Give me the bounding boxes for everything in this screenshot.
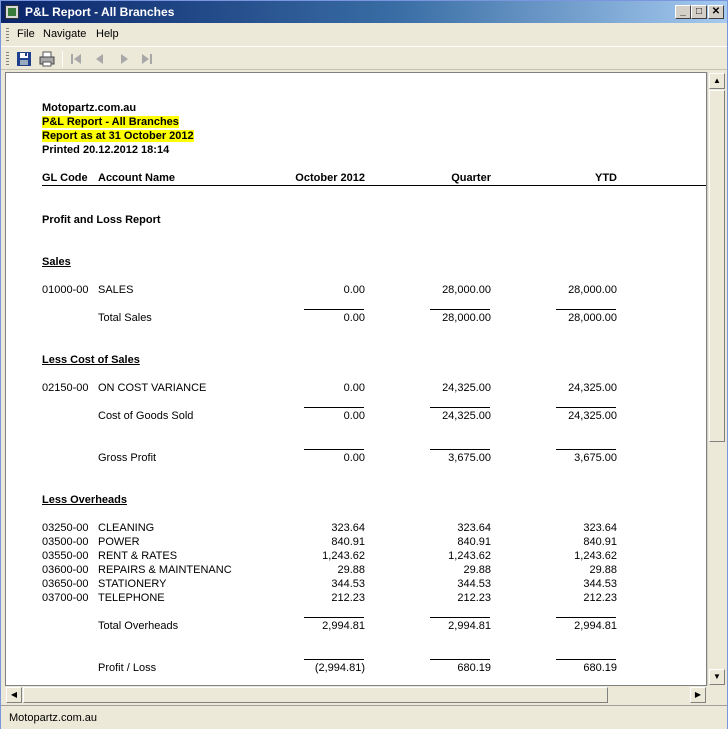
report-title: P&L Report - All Branches bbox=[42, 116, 179, 128]
ytd-value: 323.64 bbox=[583, 522, 617, 534]
scroll-right-arrow-icon[interactable]: ▶ bbox=[690, 687, 706, 703]
section-heading-overheads: Less Overheads bbox=[42, 494, 127, 506]
status-text: Motopartz.com.au bbox=[9, 712, 98, 724]
gross-profit-label: Gross Profit bbox=[98, 452, 157, 464]
gross-profit-ytd: 3,675.00 bbox=[574, 452, 617, 464]
cogs-quarter: 24,325.00 bbox=[442, 410, 491, 422]
quarter-value: 29.88 bbox=[463, 564, 491, 576]
ytd-value: 29.88 bbox=[589, 564, 617, 576]
header-gl-code: GL Code bbox=[42, 172, 88, 184]
menu-grip-icon bbox=[6, 28, 9, 41]
section-heading-cost-of-sales: Less Cost of Sales bbox=[42, 354, 140, 366]
subtotal-rule bbox=[430, 449, 490, 450]
app-icon bbox=[5, 5, 19, 19]
last-page-icon bbox=[138, 50, 156, 68]
subtotal-rule bbox=[556, 449, 616, 450]
period-value: 212.23 bbox=[331, 592, 365, 604]
account-name: CLEANING bbox=[98, 522, 155, 534]
menu-navigate[interactable]: Navigate bbox=[43, 28, 87, 40]
gl-code: 02150-00 bbox=[42, 382, 89, 394]
gross-profit-period: 0.00 bbox=[343, 452, 365, 464]
account-name: REPAIRS & MAINTENANC bbox=[98, 564, 232, 576]
ytd-value: 1,243.62 bbox=[574, 550, 617, 562]
ytd-value: 212.23 bbox=[583, 592, 617, 604]
account-name: TELEPHONE bbox=[98, 592, 165, 604]
header-ytd: YTD bbox=[595, 172, 617, 184]
ytd-value: 344.53 bbox=[583, 578, 617, 590]
report-viewer[interactable] bbox=[5, 72, 707, 686]
gl-code: 03550-00 bbox=[42, 550, 89, 562]
profit-loss-ytd: 680.19 bbox=[583, 662, 617, 674]
window-title: P&L Report - All Branches bbox=[25, 5, 175, 19]
section-heading-sales: Sales bbox=[42, 256, 71, 268]
close-button[interactable]: ✕ bbox=[708, 5, 724, 19]
next-page-button[interactable] bbox=[115, 50, 133, 68]
header-period: October 2012 bbox=[295, 172, 365, 184]
title-bar bbox=[1, 1, 727, 23]
total-sales-ytd: 28,000.00 bbox=[568, 312, 617, 324]
menu-help[interactable]: Help bbox=[96, 28, 119, 40]
cogs-label: Cost of Goods Sold bbox=[98, 410, 194, 422]
first-page-icon bbox=[67, 50, 85, 68]
subtotal-rule bbox=[430, 309, 490, 310]
account-name: SALES bbox=[98, 284, 134, 296]
scroll-down-arrow-icon[interactable]: ▼ bbox=[709, 669, 725, 685]
subtotal-rule bbox=[556, 407, 616, 408]
subtotal-rule bbox=[304, 309, 364, 310]
account-name: ON COST VARIANCE bbox=[98, 382, 207, 394]
prev-page-button[interactable] bbox=[91, 50, 109, 68]
total-overheads-ytd: 2,994.81 bbox=[574, 620, 617, 632]
scroll-left-arrow-icon[interactable]: ◀ bbox=[6, 687, 22, 703]
subtotal-rule bbox=[556, 309, 616, 310]
total-overheads-quarter: 2,994.81 bbox=[448, 620, 491, 632]
gl-code: 01000-00 bbox=[42, 284, 89, 296]
period-value: 1,243.62 bbox=[322, 550, 365, 562]
cogs-ytd: 24,325.00 bbox=[568, 410, 617, 422]
subtotal-rule bbox=[556, 617, 616, 618]
gl-code: 03600-00 bbox=[42, 564, 89, 576]
toolbar-separator bbox=[62, 51, 63, 67]
ytd-value: 840.91 bbox=[583, 536, 617, 548]
gl-code: 03700-00 bbox=[42, 592, 89, 604]
minimize-button[interactable]: _ bbox=[675, 5, 691, 19]
vertical-scrollbar[interactable] bbox=[707, 72, 725, 686]
gl-code: 03500-00 bbox=[42, 536, 89, 548]
save-icon bbox=[15, 50, 33, 68]
profit-loss-label: Profit / Loss bbox=[98, 662, 157, 674]
report-date: Report as at 31 October 2012 bbox=[42, 130, 194, 142]
header-quarter: Quarter bbox=[451, 172, 491, 184]
period-value: 0.00 bbox=[343, 284, 365, 296]
account-name: RENT & RATES bbox=[98, 550, 178, 562]
subtotal-rule bbox=[430, 407, 490, 408]
header-account-name: Account Name bbox=[98, 172, 176, 184]
vertical-scroll-thumb[interactable] bbox=[709, 90, 725, 442]
prev-page-icon bbox=[91, 50, 109, 68]
total-overheads-label: Total Overheads bbox=[98, 620, 179, 632]
gl-code: 03250-00 bbox=[42, 522, 89, 534]
period-value: 323.64 bbox=[331, 522, 365, 534]
print-icon bbox=[38, 50, 56, 68]
status-bar bbox=[1, 705, 727, 729]
total-sales-period: 0.00 bbox=[343, 312, 365, 324]
gl-code: 03650-00 bbox=[42, 578, 89, 590]
last-page-button[interactable] bbox=[138, 50, 156, 68]
print-button[interactable] bbox=[38, 50, 56, 68]
ytd-value: 24,325.00 bbox=[568, 382, 617, 394]
report-name: Profit and Loss Report bbox=[42, 214, 161, 226]
profit-loss-quarter: 680.19 bbox=[457, 662, 491, 674]
period-value: 29.88 bbox=[337, 564, 365, 576]
period-value: 344.53 bbox=[331, 578, 365, 590]
cogs-period: 0.00 bbox=[343, 410, 365, 422]
total-overheads-period: 2,994.81 bbox=[322, 620, 365, 632]
quarter-value: 840.91 bbox=[457, 536, 491, 548]
total-sales-quarter: 28,000.00 bbox=[442, 312, 491, 324]
subtotal-rule bbox=[304, 617, 364, 618]
quarter-value: 1,243.62 bbox=[448, 550, 491, 562]
quarter-value: 344.53 bbox=[457, 578, 491, 590]
period-value: 0.00 bbox=[343, 382, 365, 394]
header-rule bbox=[42, 185, 707, 186]
subtotal-rule bbox=[430, 617, 490, 618]
printed-timestamp: Printed 20.12.2012 18:14 bbox=[42, 144, 170, 156]
period-value: 840.91 bbox=[331, 536, 365, 548]
quarter-value: 323.64 bbox=[457, 522, 491, 534]
account-name: POWER bbox=[98, 536, 140, 548]
quarter-value: 212.23 bbox=[457, 592, 491, 604]
horizontal-scrollbar[interactable] bbox=[5, 686, 707, 704]
scroll-up-arrow-icon[interactable]: ▲ bbox=[709, 73, 725, 89]
subtotal-rule bbox=[304, 449, 364, 450]
account-name: STATIONERY bbox=[98, 578, 167, 590]
gross-profit-quarter: 3,675.00 bbox=[448, 452, 491, 464]
subtotal-rule bbox=[304, 659, 364, 660]
quarter-value: 24,325.00 bbox=[442, 382, 491, 394]
ytd-value: 28,000.00 bbox=[568, 284, 617, 296]
menu-bar bbox=[1, 23, 727, 45]
quarter-value: 28,000.00 bbox=[442, 284, 491, 296]
toolbar bbox=[1, 46, 727, 70]
toolbar-grip-icon bbox=[6, 52, 9, 66]
subtotal-rule bbox=[304, 407, 364, 408]
subtotal-rule bbox=[556, 659, 616, 660]
next-page-icon bbox=[115, 50, 133, 68]
save-button[interactable] bbox=[15, 50, 33, 68]
total-sales-label: Total Sales bbox=[98, 312, 152, 324]
profit-loss-period: (2,994.81) bbox=[314, 662, 365, 674]
first-page-button[interactable] bbox=[67, 50, 85, 68]
menu-file[interactable]: File bbox=[17, 28, 35, 40]
maximize-button[interactable]: □ bbox=[691, 5, 707, 19]
subtotal-rule bbox=[430, 659, 490, 660]
company-name: Motopartz.com.au bbox=[42, 102, 137, 114]
horizontal-scroll-thumb[interactable] bbox=[23, 687, 608, 703]
